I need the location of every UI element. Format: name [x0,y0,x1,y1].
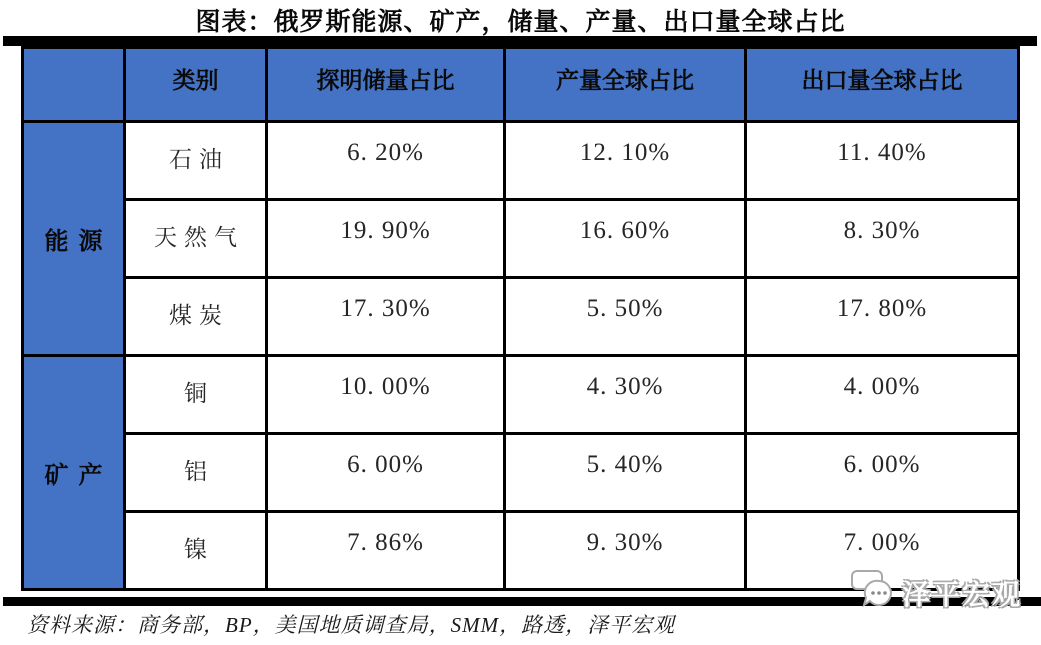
table-row [23,122,1019,200]
header-cell-reserves: 探明储量占比 [267,48,505,122]
table-row [23,200,1019,278]
value-cell: 16. 60% [505,200,746,278]
category-cell: 石油 [125,122,267,200]
group-cell-minerals: 矿产 [23,356,125,590]
source-note: 资料来源：商务部，BP，美国地质调查局，SMM，路透，泽平宏观 [27,613,676,637]
category-cell: 铝 [125,434,267,512]
table-row [23,278,1019,356]
value-cell: 6. 00% [267,434,505,512]
category-cell: 镍 [125,512,267,590]
category-cell: 煤炭 [125,278,267,356]
top-divider-bar [3,36,1037,46]
page-title: 图表：俄罗斯能源、矿产，储量、产量、出口量全球占比 [195,9,846,36]
value-cell: 4. 30% [505,356,746,434]
watermark [851,569,1022,616]
value-cell: 12. 10% [505,122,746,200]
value-cell: 5. 40% [505,434,746,512]
category-cell: 天然气 [125,200,267,278]
value-cell: 17. 30% [267,278,505,356]
value-cell: 9. 30% [505,512,746,590]
value-cell: 7. 00% [746,512,1019,590]
header-cell-production: 产量全球占比 [505,48,746,122]
value-cell: 4. 00% [746,356,1019,434]
value-cell: 5. 50% [505,278,746,356]
value-cell: 19. 90% [267,200,505,278]
value-cell: 8. 30% [746,200,1019,278]
table-row [23,356,1019,434]
value-cell: 7. 86% [267,512,505,590]
value-cell: 6. 00% [746,434,1019,512]
data-table [21,46,1020,591]
value-cell: 6. 20% [267,122,505,200]
value-cell: 10. 00% [267,356,505,434]
header-cell-category: 类别 [125,48,267,122]
chat-bubbles-icon [851,569,897,616]
header-cell-exports: 出口量全球占比 [746,48,1019,122]
value-cell: 17. 80% [746,278,1019,356]
header-cell-blank [23,48,125,122]
table-row [23,434,1019,512]
group-cell-energy: 能源 [23,122,125,356]
category-cell: 铜 [125,356,267,434]
value-cell: 11. 40% [746,122,1019,200]
header-row [23,48,1019,122]
watermark-label: 泽平宏观 [902,579,1023,611]
